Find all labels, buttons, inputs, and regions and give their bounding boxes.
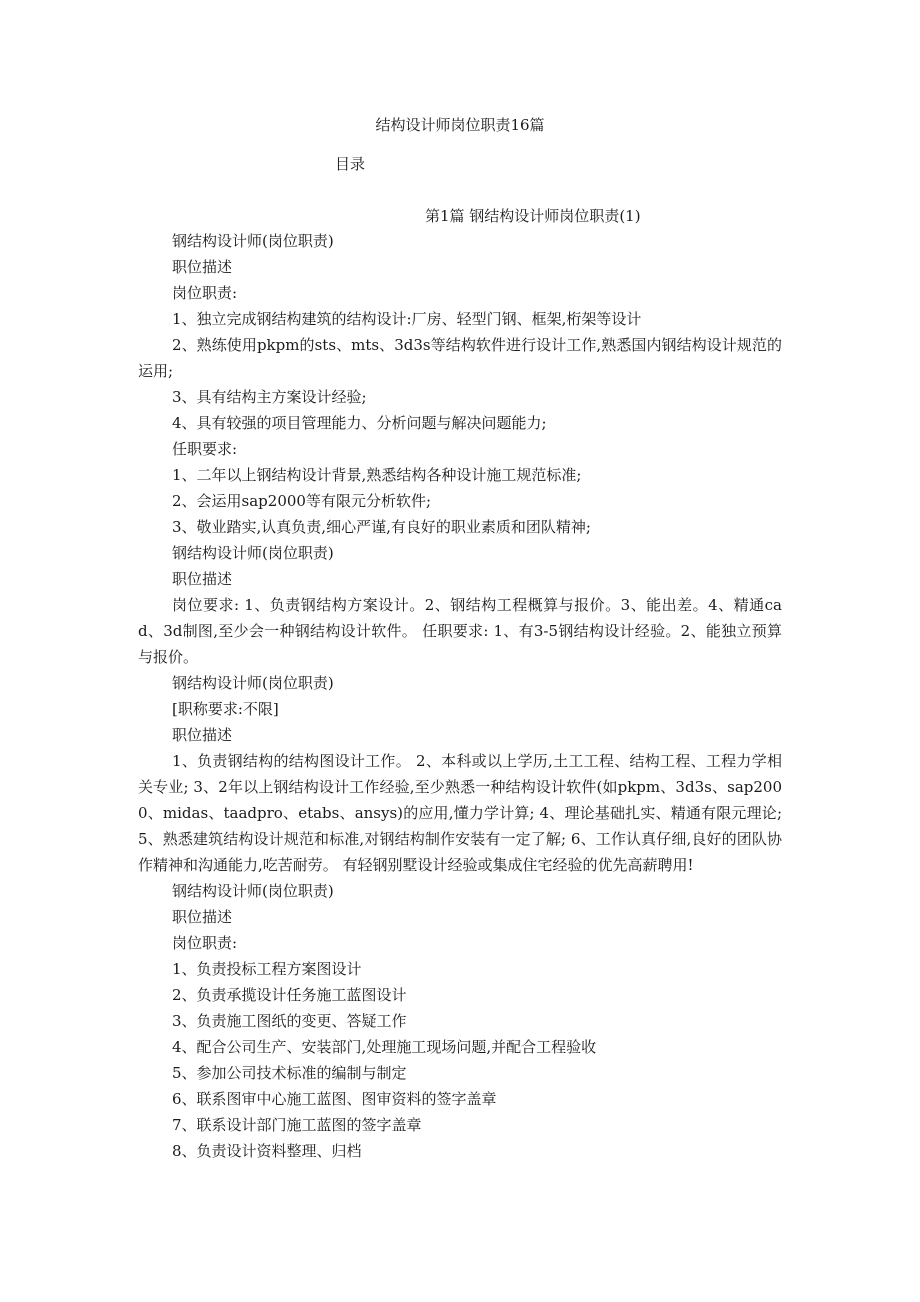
chapter-heading: 第1篇 钢结构设计师岗位职责(1)	[425, 207, 641, 225]
paragraph: 职位描述	[172, 258, 233, 276]
paragraph: 钢结构设计师(岗位职责)	[172, 674, 334, 692]
paragraph: 1、二年以上钢结构设计背景,熟悉结构各种设计施工规范标准;	[172, 466, 582, 484]
paragraph: 3、具有结构主方案设计经验;	[172, 388, 367, 406]
paragraph: 1、独立完成钢结构建筑的结构设计:厂房、轻型门钢、框架,桁架等设计	[172, 310, 642, 328]
table-of-contents-label: 目录	[335, 155, 366, 173]
paragraph: 钢结构设计师(岗位职责)	[172, 882, 334, 900]
paragraph: 3、负责施工图纸的变更、答疑工作	[172, 1012, 407, 1030]
paragraph: 4、配合公司生产、安装部门,处理施工现场问题,并配合工程验收	[172, 1038, 597, 1056]
paragraph: 钢结构设计师(岗位职责)	[172, 232, 334, 250]
paragraph: 岗位职责:	[172, 934, 238, 952]
paragraph: 任职要求:	[172, 440, 238, 458]
paragraph: 4、具有较强的项目管理能力、分析问题与解决问题能力;	[172, 414, 547, 432]
paragraph: 职位描述	[172, 570, 233, 588]
paragraph: 8、负责设计资料整理、归档	[172, 1142, 362, 1160]
document-body	[138, 228, 782, 1164]
document-title: 结构设计师岗位职责16篇	[375, 116, 545, 134]
paragraph: 职位描述	[172, 726, 233, 744]
paragraph: 5、参加公司技术标准的编制与制定	[172, 1064, 407, 1082]
paragraph: 1、负责投标工程方案图设计	[172, 960, 362, 978]
paragraph: 2、熟练使用pkpm的sts、mts、3d3s等结构软件进行设计工作,熟悉国内钢结构设计规范的运用;	[138, 336, 782, 380]
paragraph: 岗位职责:	[172, 284, 238, 302]
paragraph: 6、联系图审中心施工蓝图、图审资料的签字盖章	[172, 1090, 497, 1108]
paragraph: 7、联系设计部门施工蓝图的签字盖章	[172, 1116, 422, 1134]
paragraph: [职称要求:不限]	[172, 700, 279, 718]
paragraph: 2、负责承揽设计任务施工蓝图设计	[172, 986, 407, 1004]
paragraph: 1、负责钢结构的结构图设计工作。 2、本科或以上学历,土工工程、结构工程、工程力学相关专业; 3、2年以上钢结构设计工作经验,至少熟悉一种结构设计软件(如pkpm、3d3s、sap2000、midas、taadpro、etabs、ansys)的应用,懂力学计算; 4、理论基础扎实、精通有限元理论; 5、熟悉建筑结构设计规范和标准,对钢结构制作安装有一定了解; 6、工作认真仔细,良好的团队协作精神和沟通能力,吃苦耐劳。 有轻钢别墅设计经验或集成住宅经验的优先高薪聘用!	[138, 752, 782, 874]
paragraph: 钢结构设计师(岗位职责)	[172, 544, 334, 562]
paragraph: 职位描述	[172, 908, 233, 926]
paragraph: 2、会运用sap2000等有限元分析软件;	[172, 492, 432, 510]
paragraph: 岗位要求: 1、负责钢结构方案设计。2、钢结构工程概算与报价。3、能出差。4、精通cad、3d制图,至少会一种钢结构设计软件。 任职要求: 1、有3-5钢结构设计经验。2、能独立预算与报价。	[138, 596, 782, 666]
paragraph: 3、敬业踏实,认真负责,细心严谨,有良好的职业素质和团队精神;	[172, 518, 591, 536]
